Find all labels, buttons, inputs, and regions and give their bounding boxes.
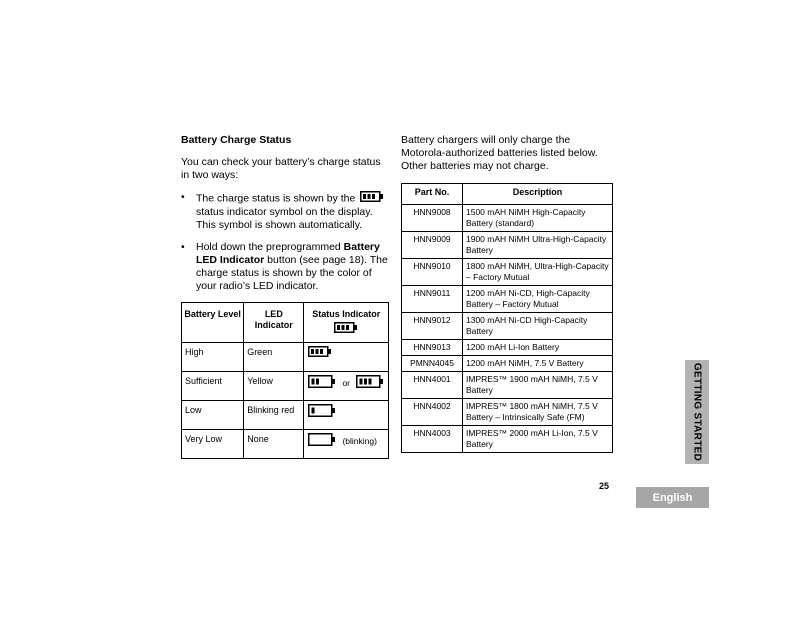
bullet-icon: • [181,241,185,253]
part-number-cell: HNN9013 [402,340,463,356]
battery-status-table [181,302,389,459]
bullet-text-2-bold: Battery LED Indicator [196,241,380,266]
table-row [402,372,613,399]
bullet-text-2a: Hold down the preprogrammed [196,241,344,253]
battery-one-bar-icon [308,404,336,420]
level-cell: Very Low [182,430,244,459]
part-number-cell: HNN9008 [402,205,463,232]
battery-full-icon [306,322,386,336]
battery-full-icon [308,346,332,360]
table-row [402,399,613,426]
table-row [402,340,613,356]
header-description: Description [463,184,613,205]
table-row [182,372,389,401]
part-number-cell: HNN9012 [402,313,463,340]
bullet-text-1a: The charge status is shown by the [196,192,356,205]
table-row [402,205,613,232]
method-list [181,191,389,293]
description-cell: IMPRES™ 2000 mAH Li-Ion, 7.5 V Battery [463,426,613,453]
or-text: or [342,377,350,388]
page-number: 25 [599,481,610,491]
table-row [402,259,613,286]
battery-parts-table [401,183,613,453]
battery-empty-icon [308,433,336,449]
side-tab-label: GETTING STARTED [691,362,703,462]
level-cell: Low [182,401,244,430]
table-row [182,430,389,459]
battery-full-icon [360,191,384,206]
part-number-cell: HNN4001 [402,372,463,399]
part-number-cell: HNN9010 [402,259,463,286]
bullet-text-2b: button (see page 18). The charge status is shown by the color of your radio’s LED indicator. [196,254,388,292]
right-column [401,134,613,453]
left-column [181,134,389,459]
battery-two-bars-icon [308,375,336,391]
description-cell: 1200 mAH Ni-CD, High-Capacity Battery – Factory Mutual [463,286,613,313]
table-row [402,286,613,313]
description-cell: 1200 mAH NiMH, 7.5 V Battery [463,356,613,372]
header-status-indicator [304,303,389,343]
blinking-note: (blinking) [342,435,377,446]
section-title: Battery Charge Status [181,134,292,146]
part-number-cell: HNN4002 [402,399,463,426]
description-cell: IMPRES™ 1900 mAH NiMH, 7.5 V Battery [463,372,613,399]
status-cell [304,430,389,459]
header-status-label: Status Indicator [312,309,381,319]
table-row [402,232,613,259]
bullet-text-1b: status indicator symbol on the display. This symbol is shown automatically. [196,206,373,231]
description-cell: IMPRES™ 1800 mAH NiMH, 7.5 V Battery – Intrinsically Safe (FM) [463,399,613,426]
table-row [402,313,613,340]
table-row [402,356,613,372]
table-row [182,401,389,430]
part-number-cell: HNN9009 [402,232,463,259]
description-cell: 1300 mAH Ni-CD High-Capacity Battery [463,313,613,340]
bullet-icon: • [181,191,185,203]
led-cell: Yellow [244,372,304,401]
led-cell: Blinking red [244,401,304,430]
header-led-indicator: LED Indicator [244,303,304,343]
part-number-cell: HNN9011 [402,286,463,313]
list-item [181,191,389,232]
language-tab: English [636,487,709,508]
description-cell: 1800 mAH NiMH, Ultra-High-Capacity – Factory Mutual [463,259,613,286]
status-cell [304,401,389,430]
battery-three-bars-icon [356,375,384,391]
list-item [181,241,389,293]
description-cell: 1200 mAH Li-Ion Battery [463,340,613,356]
part-number-cell: HNN4003 [402,426,463,453]
description-cell: 1500 mAH NiMH High-Capacity Battery (standard) [463,205,613,232]
level-cell: Sufficient [182,372,244,401]
header-part-no: Part No. [402,184,463,205]
level-cell: High [182,343,244,372]
description-cell: 1900 mAH NiMH Ultra-High-Capacity Battery [463,232,613,259]
section-side-tab [685,360,709,464]
intro-text: You can check your battery’s charge status in two ways: [181,156,381,181]
led-cell: None [244,430,304,459]
chargers-intro-text: Battery chargers will only charge the Motorola-authorized batteries listed below. Other batteries may not charge. [401,134,598,172]
status-cell [304,343,389,372]
table-row [182,343,389,372]
part-number-cell: PMNN4045 [402,356,463,372]
status-cell [304,372,389,401]
led-cell: Green [244,343,304,372]
table-row [402,426,613,453]
header-battery-level: Battery Level [182,303,244,343]
